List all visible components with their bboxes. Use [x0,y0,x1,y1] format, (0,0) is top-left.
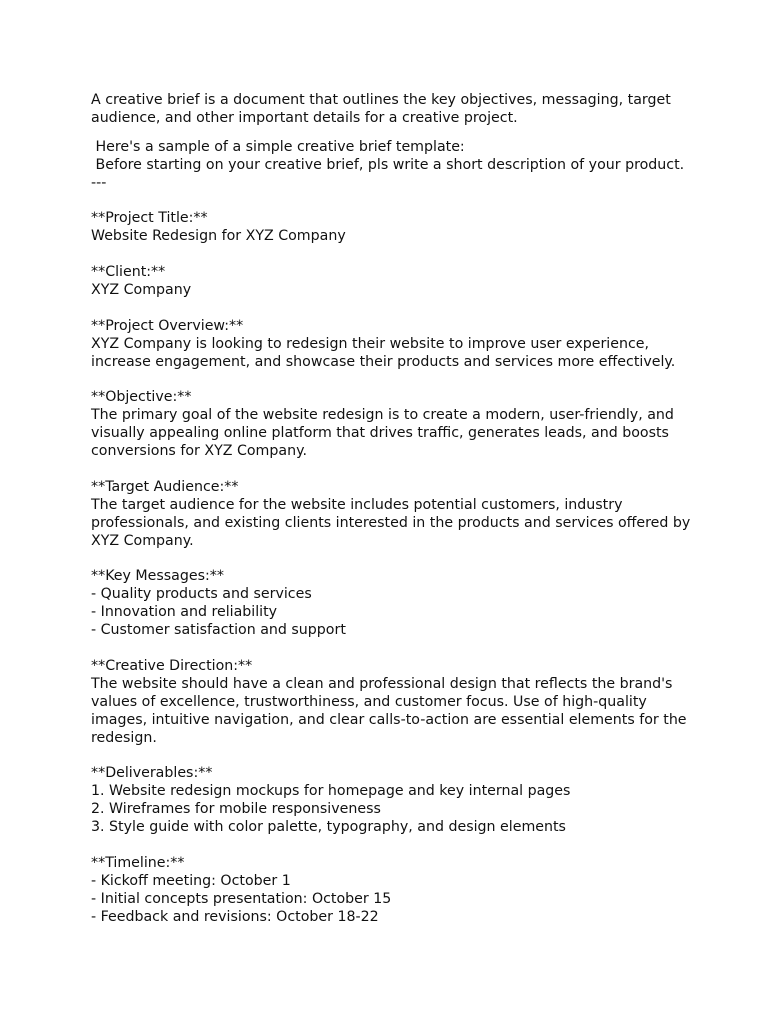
section-text: XYZ Company. [91,532,194,549]
section-heading: **Key Messages:** [91,568,224,585]
section-text: The primary goal of the website redesign is to create a modern, user-friendly, and [91,407,674,424]
section-client [91,264,691,300]
section-deliverables [91,765,691,837]
section-heading: **Project Title:** [91,210,208,227]
intro-paragraph [91,92,691,128]
list-item: - Feedback and revisions: October 18-22 [91,908,379,925]
blank-line [91,372,691,390]
blank-line [91,193,691,211]
section-heading: **Objective:** [91,389,192,406]
section-project-overview [91,318,691,372]
list-item: - Initial concepts presentation: October 15 [91,890,392,907]
section-timeline [91,855,691,927]
section-text: visually appealing online platform that drives traffic, generates leads, and boosts [91,425,669,442]
section-text: XYZ Company [91,282,192,299]
section-text: images, intuitive navigation, and clear calls-to-action are essential elements for the [91,711,687,728]
section-text: Website Redesign for XYZ Company [91,228,346,245]
list-item: 3. Style guide with color palette, typography, and design elements [91,819,566,836]
separator-line: --- [91,174,107,191]
list-item: 2. Wireframes for mobile responsiveness [91,801,381,818]
intro-line: audience, and other important details for a creative project. [91,109,518,126]
sample-line: Before starting on your creative brief, pls write a short description of your product. [91,156,685,173]
sample-note [91,139,691,193]
blank-line [91,461,691,479]
list-item: - Innovation and reliability [91,604,278,621]
blank-line [91,551,691,569]
section-creative-direction [91,658,691,748]
list-item: 1. Website redesign mockups for homepage and key internal pages [91,783,571,800]
section-heading: **Target Audience:** [91,478,239,495]
section-target-audience [91,479,691,551]
blank-line [91,640,691,658]
section-text: conversions for XYZ Company. [91,443,307,460]
sample-line: Here's a sample of a simple creative brief template: [91,138,465,155]
section-text: values of excellence, trustworthiness, and customer focus. Use of high-quality [91,693,647,710]
blank-line [91,748,691,766]
section-text: professionals, and existing clients interested in the products and services offered by [91,514,691,531]
section-text: XYZ Company is looking to redesign their website to improve user experience, [91,335,650,352]
list-item: - Kickoff meeting: October 1 [91,872,291,889]
section-text: The website should have a clean and professional design that reflects the brand's [91,675,673,692]
section-heading: **Creative Direction:** [91,657,253,674]
list-item: - Quality products and services [91,586,312,603]
section-text: redesign. [91,729,157,746]
blank-line [91,837,691,855]
intro-line: A creative brief is a document that outlines the key objectives, messaging, target [91,92,671,108]
blank-line [91,246,691,264]
section-heading: **Client:** [91,264,166,281]
blank-line [91,300,691,318]
section-heading: **Deliverables:** [91,765,213,782]
list-item: - Customer satisfaction and support [91,622,346,639]
section-text: increase engagement, and showcase their products and services more effectively. [91,353,676,370]
section-heading: **Timeline:** [91,854,185,871]
section-project-title [91,210,691,246]
document-page [91,92,691,927]
section-heading: **Project Overview:** [91,317,244,334]
section-key-messages [91,568,691,640]
section-objective [91,389,691,461]
section-text: The target audience for the website includes potential customers, industry [91,496,623,513]
